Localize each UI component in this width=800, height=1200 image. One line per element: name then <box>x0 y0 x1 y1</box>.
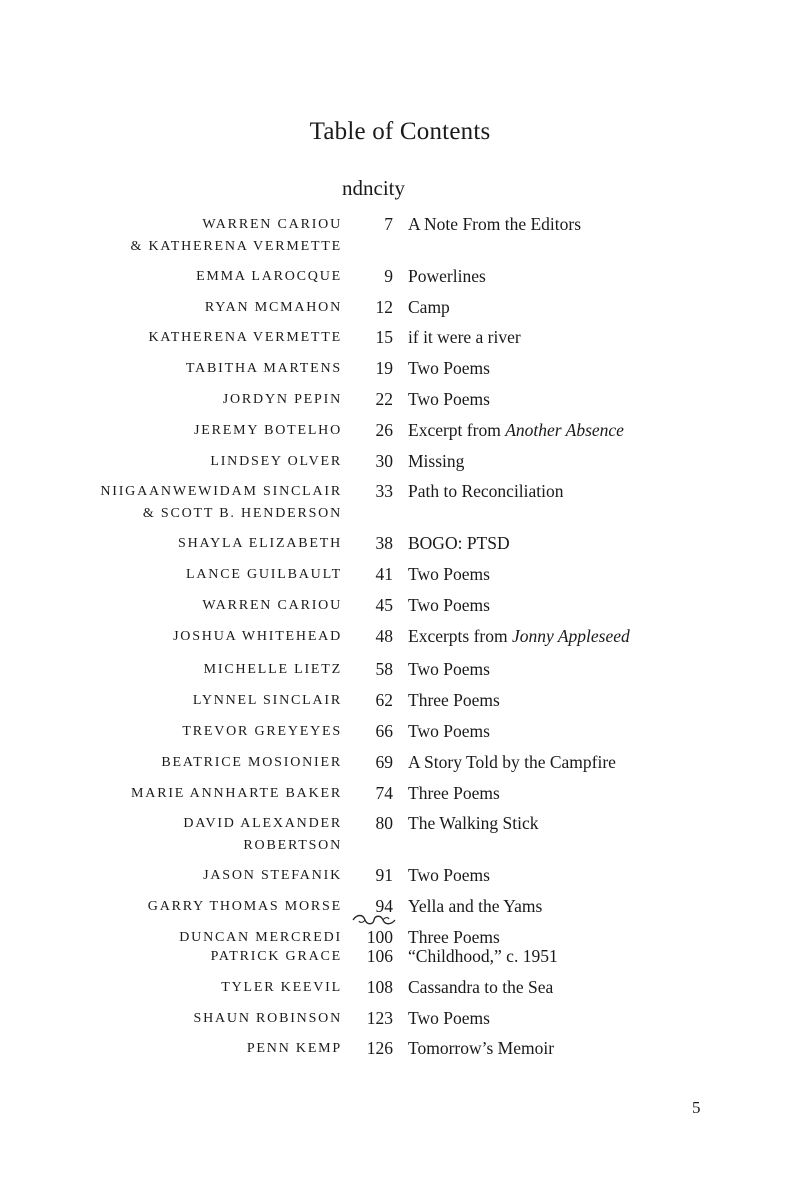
toc-work-title <box>408 532 510 554</box>
flourish-ornament-icon-svg <box>351 912 397 928</box>
toc-work-title-text: Yella and the Yams <box>408 895 543 916</box>
toc-work-title-text: Excerpt from <box>408 419 506 440</box>
page-number: 5 <box>692 1098 701 1117</box>
toc-author: WARREN CARIOU <box>202 597 342 613</box>
toc-list-after <box>0 945 800 1067</box>
toc-work-title <box>408 388 490 410</box>
flourish-ornament-icon <box>0 912 747 928</box>
toc-work-title <box>408 357 490 379</box>
toc-work-title <box>408 976 553 998</box>
toc-work-title <box>408 625 630 647</box>
toc-entry <box>0 689 800 712</box>
toc-page-number: 9 <box>384 265 393 286</box>
toc-work-title-text: Tomorrow’s Memoir <box>408 1038 555 1059</box>
toc-author: DUNCAN MERCREDI <box>179 929 342 945</box>
toc-work-title <box>408 296 450 318</box>
toc-work-title-text: Two Poems <box>408 720 490 741</box>
toc-work-title-text: Powerlines <box>408 265 486 286</box>
toc-entry <box>0 1037 800 1060</box>
toc-author: JASON STEFANIK <box>203 868 342 884</box>
section-title: ndncity <box>342 176 405 200</box>
toc-work-title <box>408 658 490 680</box>
toc-page-number: 48 <box>375 625 393 646</box>
toc-author: TABITHA MARTENS <box>185 361 342 377</box>
toc-entry <box>0 532 800 555</box>
toc-list-main <box>0 213 800 956</box>
toc-entry <box>0 782 800 805</box>
toc-author: JORDYN PEPIN <box>222 391 342 407</box>
toc-entry <box>0 265 800 288</box>
toc-entry <box>0 658 800 681</box>
toc-work-title <box>408 864 490 886</box>
toc-work-title <box>408 945 558 967</box>
toc-author: MARIE ANNHARTE BAKER <box>131 785 342 801</box>
toc-page-number: 15 <box>375 327 393 348</box>
toc-page-number: 22 <box>375 388 393 409</box>
toc-work-title-text: Two Poems <box>408 594 490 615</box>
toc-work-title-text: The Walking Stick <box>408 813 539 834</box>
toc-work-title-text: Excerpts from <box>408 625 512 646</box>
toc-page-number: 26 <box>375 419 393 440</box>
toc-page-number: 100 <box>366 926 393 947</box>
toc-work-title <box>408 782 500 804</box>
toc-page-number: 106 <box>366 946 393 966</box>
page-title: Table of Contents <box>309 118 491 145</box>
toc-author: TYLER KEEVIL <box>221 979 342 995</box>
toc-work-title-text: A Note From the Editors <box>408 214 582 234</box>
toc-page-number: 41 <box>375 563 393 584</box>
toc-work-title <box>408 594 490 616</box>
toc-author: DAVID ALEXANDER ROBERTSON <box>183 816 342 854</box>
toc-work-title-text: if it were a river <box>408 327 521 348</box>
toc-entry <box>0 326 800 349</box>
toc-work-title-text: Path to Reconciliation <box>408 481 564 502</box>
toc-entry <box>0 945 800 968</box>
toc-work-title <box>408 450 464 472</box>
toc-work-title-text: Three Poems <box>408 782 500 803</box>
toc-author: JEREMY BOTELHO <box>194 422 342 438</box>
toc-author: KATHERENA VERMETTE <box>148 330 342 346</box>
toc-page-number: 58 <box>375 659 393 680</box>
toc-work-title-text: “Childhood,” c. 1951 <box>408 946 558 966</box>
toc-work-title-text: Two Poems <box>408 865 490 886</box>
toc-work-title <box>408 563 490 585</box>
toc-work-title-text: Camp <box>408 296 450 317</box>
toc-author: MICHELLE LIETZ <box>203 662 342 678</box>
toc-work-title <box>408 480 564 502</box>
toc-page-number: 80 <box>375 813 393 834</box>
toc-work-title <box>408 265 486 287</box>
toc-author: WARREN CARIOU & KATHERENA VERMETTE <box>130 217 342 254</box>
toc-entry <box>0 594 800 617</box>
toc-entry <box>0 625 800 648</box>
toc-entry <box>0 388 800 411</box>
toc-author: SHAYLA ELIZABETH <box>177 536 342 552</box>
toc-entry <box>0 720 800 743</box>
toc-page-number: 38 <box>375 533 393 554</box>
toc-work-title <box>408 720 490 742</box>
toc-work-title-text: Two Poems <box>408 1007 490 1028</box>
toc-work-title-text: Two Poems <box>408 563 490 584</box>
toc-page-number: 91 <box>375 865 393 886</box>
toc-entry <box>0 450 800 473</box>
toc-entry <box>0 864 800 887</box>
toc-work-title-text: Cassandra to the Sea <box>408 976 554 997</box>
toc-work-title <box>408 213 581 235</box>
toc-work-title-text: Three Poems <box>408 690 500 711</box>
toc-author: LYNNEL SINCLAIR <box>192 693 342 709</box>
toc-work-title-text: Missing <box>408 450 465 471</box>
toc-work-title <box>408 812 538 834</box>
toc-author: LANCE GUILBAULT <box>186 566 342 582</box>
toc-author: EMMA LAROCQUE <box>196 268 342 284</box>
toc-author: JOSHUA WHITEHEAD <box>173 628 342 644</box>
toc-page-number: 126 <box>366 1038 393 1059</box>
toc-entry <box>0 357 800 380</box>
toc-page-number: 7 <box>384 214 393 234</box>
toc-page-number: 123 <box>366 1007 393 1028</box>
toc-author: SHAUN ROBINSON <box>193 1010 342 1026</box>
toc-author: PENN KEMP <box>246 1041 342 1057</box>
toc-work-title-italic: Jonny Appleseed <box>512 625 630 646</box>
toc-work-title-text: Three Poems <box>408 926 500 947</box>
toc-entry <box>0 976 800 999</box>
toc-work-title-text: A Story Told by the Campfire <box>408 751 616 772</box>
toc-entry <box>0 480 800 525</box>
toc-page-number: 108 <box>366 976 393 997</box>
toc-entry <box>0 751 800 774</box>
toc-page-number: 19 <box>375 358 393 379</box>
toc-work-title-italic: Another Absence <box>505 419 624 440</box>
toc-entry <box>0 296 800 319</box>
toc-author: PATRICK GRACE <box>210 949 342 964</box>
toc-page-number: 69 <box>375 751 393 772</box>
toc-author: BEATRICE MOSIONIER <box>161 754 342 770</box>
toc-work-title <box>408 419 624 441</box>
toc-entry <box>0 812 800 857</box>
toc-work-title-text: Two Poems <box>408 388 490 409</box>
toc-work-title <box>408 1007 490 1029</box>
toc-author: GARRY THOMAS MORSE <box>147 898 342 914</box>
toc-author: TREVOR GREYEYES <box>182 723 342 739</box>
toc-author: LINDSEY OLVER <box>210 453 342 469</box>
toc-entry <box>0 213 800 258</box>
toc-page-number: 12 <box>375 296 393 317</box>
toc-page-number: 94 <box>375 895 393 916</box>
toc-author: RYAN MCMAHON <box>204 299 342 315</box>
toc-page-number: 62 <box>375 690 393 711</box>
toc-work-title-text: BOGO: PTSD <box>408 533 510 554</box>
toc-work-title <box>408 1037 554 1059</box>
toc-work-title <box>408 689 500 711</box>
toc-entry <box>0 1007 800 1030</box>
toc-author: NIIGAANWEWIDAM SINCLAIR & SCOTT B. HENDERSON <box>100 484 342 522</box>
toc-work-title <box>408 751 616 773</box>
toc-work-title-text: Two Poems <box>408 358 490 379</box>
toc-work-title-text: Two Poems <box>408 659 490 680</box>
toc-work-title <box>408 326 521 348</box>
toc-entry <box>0 563 800 586</box>
toc-page-number: 66 <box>375 720 393 741</box>
toc-page-number: 45 <box>375 594 393 615</box>
toc-page-number: 33 <box>375 481 393 502</box>
toc-page-number: 30 <box>375 450 393 471</box>
toc-page-number: 74 <box>375 782 393 803</box>
toc-entry <box>0 419 800 442</box>
